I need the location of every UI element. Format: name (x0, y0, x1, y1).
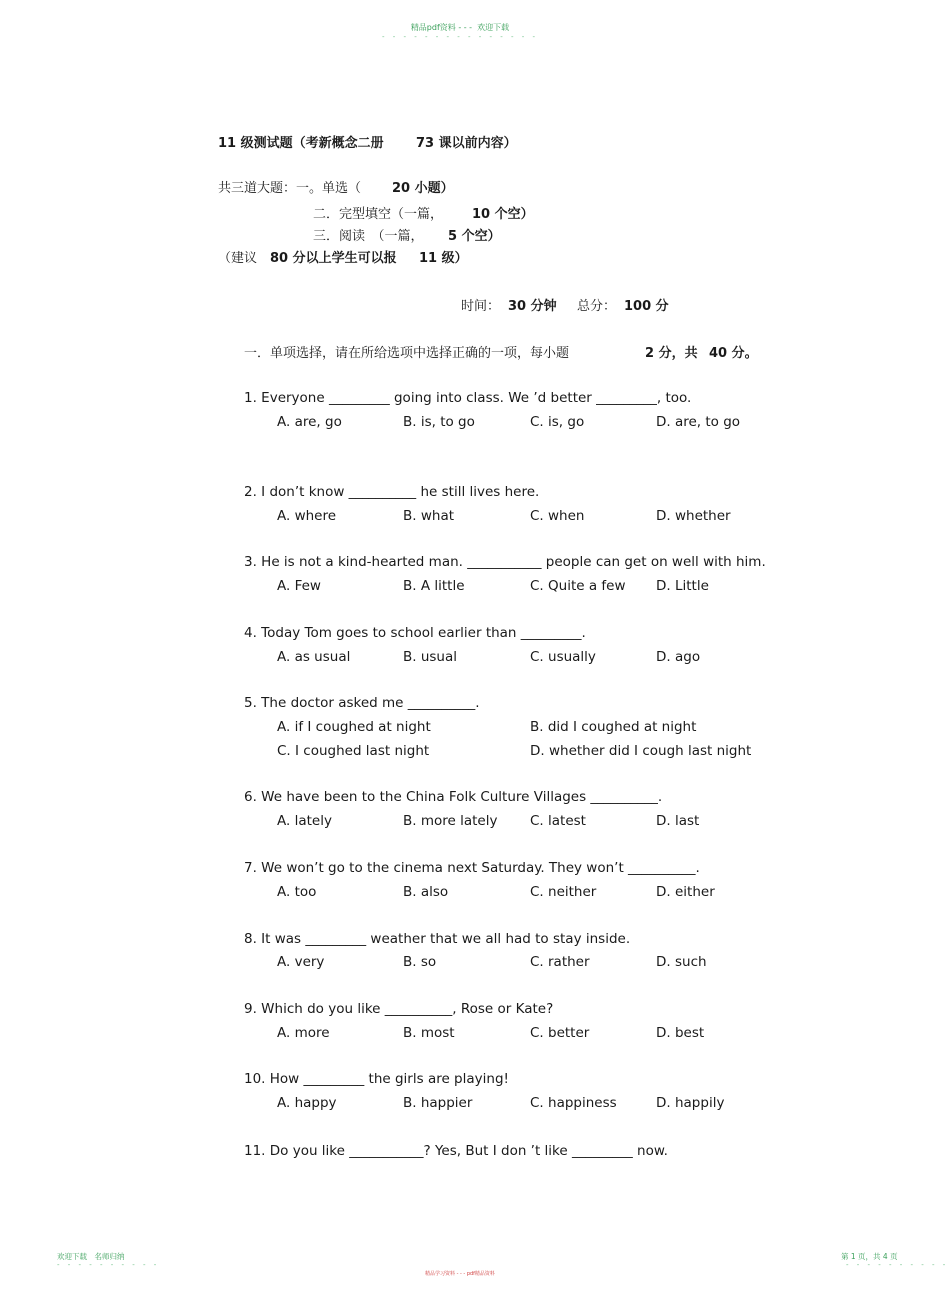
footer-left-dots: - - - - - - - - - - (57, 1261, 160, 1269)
section1-instruction: 一．单项选择，请在所给选项中选择正确的一项，每小题 (244, 346, 570, 361)
option-c: C. is, go (530, 414, 585, 430)
option-d: D. Little (656, 578, 709, 594)
footer-page-number: 第 1 页，共 4 页 (841, 1252, 898, 1261)
option-a: A. as usual (277, 649, 351, 665)
footer-center-text: 精品学习资料 - - - pdf精品资料 (425, 1271, 495, 1277)
option-b: B. happier (403, 1095, 473, 1111)
option-d: D. whether (656, 508, 731, 524)
title-part1: 11 级测试题（考新概念二册 (218, 136, 384, 151)
intro-line4b: 80 分以上学生可以报 (270, 251, 397, 266)
option-c: C. neither (530, 884, 597, 900)
question-stem: 2. I don’t know __________ he still lives here. (244, 484, 540, 500)
option-c: C. better (530, 1025, 590, 1041)
option-a: A. lately (277, 813, 332, 829)
time-label: 时间： (461, 299, 501, 314)
option-a: A. happy (277, 1095, 337, 1111)
option-a: A. more (277, 1025, 330, 1041)
intro-line1b: 20 小题） (392, 181, 454, 196)
option-b: B. so (403, 954, 437, 970)
time-value: 30 分钟 (508, 299, 557, 314)
option-c: C. usually (530, 649, 596, 665)
section1-total: 40 分。 (709, 346, 758, 361)
option-d: D. happily (656, 1095, 725, 1111)
option-d: D. ago (656, 649, 701, 665)
page-header-dots: - - - - - - - - - - - - - - - (381, 33, 539, 41)
option-c: C. happiness (530, 1095, 617, 1111)
intro-line2b: 10 个空） (472, 207, 534, 222)
option-d: D. whether did I cough last night (530, 743, 752, 759)
option-c: C. rather (530, 954, 590, 970)
option-c: C. latest (530, 813, 586, 829)
section1-points: 2 分，共 (645, 346, 698, 361)
option-b: B. usual (403, 649, 458, 665)
option-a: A. very (277, 954, 325, 970)
option-b: B. what (403, 508, 455, 524)
intro-line4c: 11 级） (419, 251, 468, 266)
intro-line4a: （建议 (218, 251, 258, 266)
option-b: B. more lately (403, 813, 498, 829)
question-stem: 9. Which do you like __________, Rose or Kate? (244, 1001, 554, 1017)
option-a: A. too (277, 884, 317, 900)
question-stem: 1. Everyone _________ going into class. We ’d better _________, too. (244, 390, 692, 406)
footer-left-text: 欢迎下载 名师归纳 (57, 1252, 125, 1261)
question-stem: 6. We have been to the China Folk Culture Villages __________. (244, 789, 663, 805)
intro-line2a: 二．完型填空（一篇， (313, 207, 444, 222)
option-b: B. is, to go (403, 414, 475, 430)
intro-line3a: 三．阅读 （一篇， (313, 229, 424, 244)
option-b: B. did I coughed at night (530, 719, 697, 735)
question-stem: 4. Today Tom goes to school earlier than _________. (244, 625, 586, 641)
question-stem: 10. How _________ the girls are playing! (244, 1071, 509, 1087)
option-d: D. are, to go (656, 414, 741, 430)
option-a: A. if I coughed at night (277, 719, 431, 735)
option-c: C. when (530, 508, 585, 524)
option-d: D. such (656, 954, 707, 970)
intro-line1a: 共三道大题：一。单选（ (218, 181, 362, 196)
question-stem: 3. He is not a kind-hearted man. ___________ people can get on well with him. (244, 554, 766, 570)
option-d: D. best (656, 1025, 705, 1041)
question-stem: 11. Do you like ___________? Yes, But I don ’t like _________ now. (244, 1143, 668, 1159)
footer-right-dots: - - - - - - - - - - (846, 1261, 948, 1269)
page-header-text: 精品pdf资料 - - - 欢迎下载 (410, 23, 510, 32)
option-c: C. Quite a few (530, 578, 626, 594)
intro-line3b: 5 个空） (448, 229, 501, 244)
score-label: 总分： (577, 299, 617, 314)
title-part2: 73 课以前内容） (416, 136, 517, 151)
option-a: A. are, go (277, 414, 342, 430)
score-value: 100 分 (624, 299, 669, 314)
option-b: B. A little (403, 578, 465, 594)
option-c: C. I coughed last night (277, 743, 430, 759)
question-stem: 8. It was _________ weather that we all had to stay inside. (244, 931, 631, 947)
question-stem: 7. We won’t go to the cinema next Saturday. They won’t __________. (244, 860, 700, 876)
option-a: A. where (277, 508, 337, 524)
option-b: B. also (403, 884, 449, 900)
question-stem: 5. The doctor asked me __________. (244, 695, 480, 711)
option-d: D. last (656, 813, 700, 829)
option-a: A. Few (277, 578, 321, 594)
option-d: D. either (656, 884, 715, 900)
option-b: B. most (403, 1025, 455, 1041)
